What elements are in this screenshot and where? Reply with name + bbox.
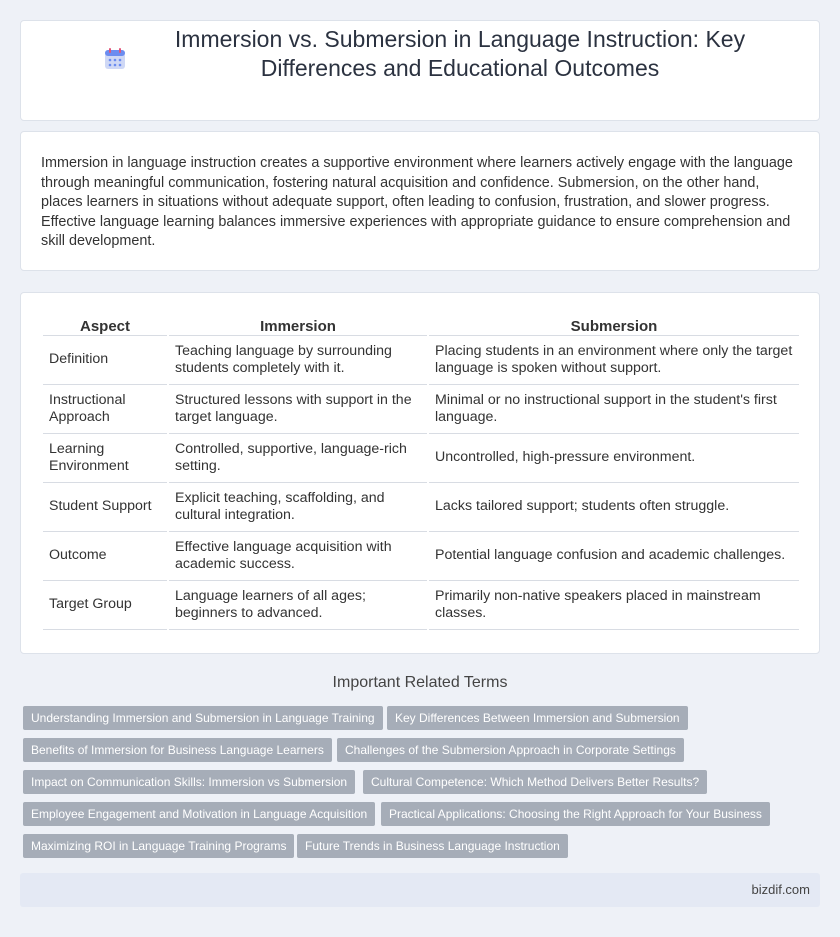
table-row <box>43 434 799 483</box>
cell-immersion: Language learners of all ages; beginners to advanced. <box>169 581 427 630</box>
table-row <box>43 336 799 385</box>
related-tag[interactable]: Practical Applications: Choosing the Right Approach for Your Business <box>381 802 770 826</box>
cell-immersion: Controlled, supportive, language-rich setting. <box>169 434 427 483</box>
cell-immersion: Effective language acquisition with academic success. <box>169 532 427 581</box>
cell-submersion: Potential language confusion and academic challenges. <box>429 532 799 581</box>
intro-card <box>20 131 820 271</box>
related-tag[interactable]: Key Differences Between Immersion and Submersion <box>387 706 688 730</box>
comparison-table-card <box>20 292 820 654</box>
related-tag[interactable]: Understanding Immersion and Submersion in Language Training <box>23 706 383 730</box>
related-tag[interactable]: Benefits of Immersion for Business Language Learners <box>23 738 332 762</box>
related-terms-heading: Important Related Terms <box>332 674 508 691</box>
cell-submersion: Placing students in an environment where only the target language is spoken without support. <box>429 336 799 385</box>
related-tag[interactable]: Cultural Competence: Which Method Delivers Better Results? <box>363 770 707 794</box>
footer-site-link[interactable]: bizdif.com <box>751 882 810 897</box>
table-row <box>43 532 799 581</box>
cell-aspect: Outcome <box>43 532 167 581</box>
related-tag[interactable]: Employee Engagement and Motivation in Language Acquisition <box>23 802 375 826</box>
cell-submersion: Primarily non-native speakers placed in mainstream classes. <box>429 581 799 630</box>
cell-submersion: Lacks tailored support; students often struggle. <box>429 483 799 532</box>
header-submersion: Submersion <box>429 315 799 336</box>
cell-immersion: Teaching language by surrounding students completely with it. <box>169 336 427 385</box>
header-aspect: Aspect <box>43 315 167 336</box>
cell-aspect: Learning Environment <box>43 434 167 483</box>
footer <box>20 873 820 907</box>
intro-paragraph: Immersion in language instruction creates a supportive environment where learners actively engage with the language through meaningful communication, fostering natural acquisition and confidence. Submersion, on the other hand, places learners in situations without adequate support, often leading to confusion, frustration, and slower progress. Effective language learning balances immersive experiences with appropriate guidance to ensure comprehension and skill development. <box>41 155 793 250</box>
table-row <box>43 581 799 630</box>
related-tag[interactable]: Impact on Communication Skills: Immersion vs Submersion <box>23 770 355 794</box>
related-tag[interactable]: Challenges of the Submersion Approach in Corporate Settings <box>337 738 684 762</box>
related-tag[interactable]: Maximizing ROI in Language Training Programs <box>23 834 294 858</box>
table-row <box>43 385 799 434</box>
page-title: Immersion vs. Submersion in Language Instruction: Key Differences and Educational Outcomes <box>174 26 746 81</box>
cell-aspect: Definition <box>43 336 167 385</box>
cell-aspect: Instructional Approach <box>43 385 167 434</box>
table-row <box>43 483 799 532</box>
cell-immersion: Explicit teaching, scaffolding, and cultural integration. <box>169 483 427 532</box>
comparison-table <box>43 315 799 630</box>
cell-aspect: Target Group <box>43 581 167 630</box>
cell-submersion: Minimal or no instructional support in the student's first language. <box>429 385 799 434</box>
cell-submersion: Uncontrolled, high-pressure environment. <box>429 434 799 483</box>
cell-aspect: Student Support <box>43 483 167 532</box>
related-tag[interactable]: Future Trends in Business Language Instruction <box>297 834 568 858</box>
header-immersion: Immersion <box>169 315 427 336</box>
cell-immersion: Structured lessons with support in the target language. <box>169 385 427 434</box>
table-header-row <box>43 315 799 336</box>
